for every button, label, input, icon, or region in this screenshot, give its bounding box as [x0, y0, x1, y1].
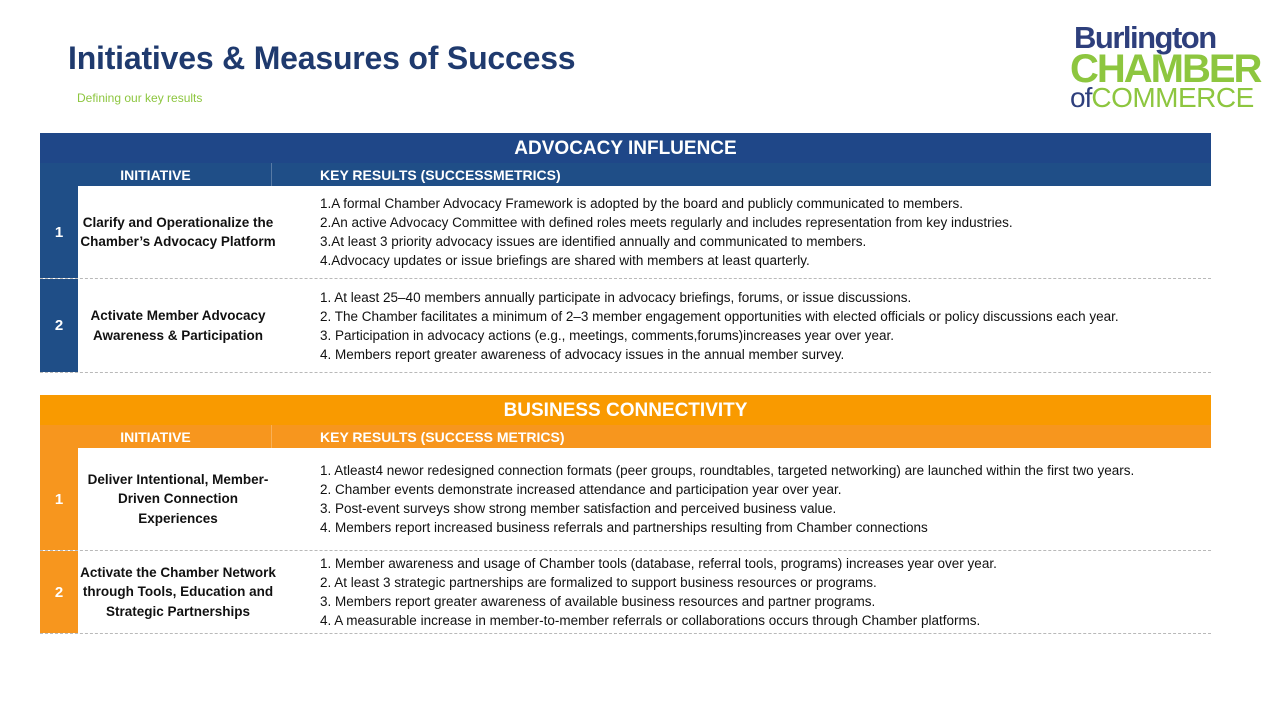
initiative-cell — [78, 448, 278, 550]
column-divider — [271, 425, 272, 448]
chamber-logo — [1070, 20, 1261, 114]
logo-of: of — [1070, 82, 1092, 113]
key-result-item: 3. Participation in advocacy actions (e.g., meetings, comments,forums)increases year over year. — [320, 327, 895, 343]
logo-commerce: COMMERCE — [1091, 82, 1254, 113]
key-result-item: 4.Advocacy updates or issue briefings are shared with members at least quarterly. — [320, 253, 810, 268]
table-row — [40, 551, 1211, 634]
logo-line-commerce — [1070, 84, 1256, 112]
advocacy-section — [40, 133, 1211, 373]
column-header-initiative: INITIATIVE — [120, 429, 191, 445]
column-divider — [271, 163, 272, 186]
key-result-item: 2.An active Advocacy Committee with defined roles meets regularly and includes representation from key industries. — [320, 215, 1013, 230]
key-result-item: 3.At least 3 priority advocacy issues are identified annually and communicated to members. — [320, 234, 867, 249]
initiative-cell — [78, 186, 278, 278]
section-title: BUSINESS CONNECTIVITY — [40, 395, 1211, 425]
key-results-cell — [320, 279, 1201, 372]
key-result-item: 2. Chamber events demonstrate increased attendance and participation year over year. — [320, 482, 842, 497]
section-title: ADVOCACY INFLUENCE — [40, 133, 1211, 163]
logo-line-chamber: CHAMBER — [1070, 47, 1261, 91]
column-header-key-results: KEY RESULTS (SUCCESS METRICS) — [320, 429, 565, 445]
initiative-text: Deliver Intentional, Member-Driven Connection Experiences — [87, 471, 269, 526]
row-number: 1 — [40, 448, 78, 550]
logo-line-burlington: Burlington — [1074, 20, 1216, 55]
initiative-cell — [78, 279, 278, 372]
key-result-item: 3. Post-event surveys show strong member satisfaction and perceived business value. — [320, 501, 837, 516]
key-results-cell — [320, 186, 1201, 278]
key-results-cell — [320, 551, 1201, 633]
connectivity-section — [40, 395, 1211, 634]
key-result-item: 1. At least 25–40 members annually participate in advocacy briefings, forums, or issue discussions. — [320, 289, 912, 305]
key-result-item: 1. Atleast4 newor redesigned connection formats (peer groups, roundtables, targeted networking) are launched within the first two years. — [320, 463, 1135, 478]
table-row — [40, 186, 1211, 279]
initiative-text: Activate Member Advocacy Awareness & Participation — [90, 308, 266, 343]
row-number: 2 — [40, 551, 78, 633]
table-row — [40, 448, 1211, 551]
key-result-item: 4. Members report increased business referrals and partnerships resulting from Chamber connections — [320, 520, 928, 535]
page-subtitle: Defining our key results — [77, 91, 203, 105]
key-result-item: 1.A formal Chamber Advocacy Framework is adopted by the board and publicly communicated to members. — [320, 196, 964, 211]
row-number: 2 — [40, 279, 78, 372]
key-result-item: 2. The Chamber facilitates a minimum of 2–3 member engagement opportunities with elected officials or policy discussions each year. — [320, 308, 1119, 324]
initiative-text: Clarify and Operationalize the Chamber’s Advocacy Platform — [80, 214, 276, 249]
column-header-row — [40, 425, 1211, 448]
key-result-item: 4. A measurable increase in member-to-member referrals or collaborations occurs through Chamber platforms. — [320, 613, 981, 628]
initiative-cell — [78, 551, 278, 633]
key-results-cell — [320, 448, 1201, 550]
initiative-text: Activate the Chamber Network through Tools, Education and Strategic Partnerships — [80, 564, 276, 619]
key-result-item: 1. Member awareness and usage of Chamber tools (database, referral tools, programs) increases year over year. — [320, 556, 997, 571]
column-header-key-results: KEY RESULTS (SUCCESSMETRICS) — [320, 167, 561, 183]
key-result-item: 2. At least 3 strategic partnerships are formalized to support business resources or programs. — [320, 575, 877, 590]
row-number: 1 — [40, 186, 78, 278]
column-header-row — [40, 163, 1211, 186]
key-result-item: 4. Members report greater awareness of advocacy issues in the annual member survey. — [320, 346, 845, 362]
table-row — [40, 279, 1211, 373]
page-title: Initiatives & Measures of Success — [68, 40, 576, 76]
column-header-initiative: INITIATIVE — [120, 167, 191, 183]
key-result-item: 3. Members report greater awareness of available business resources and partner programs. — [320, 594, 876, 609]
